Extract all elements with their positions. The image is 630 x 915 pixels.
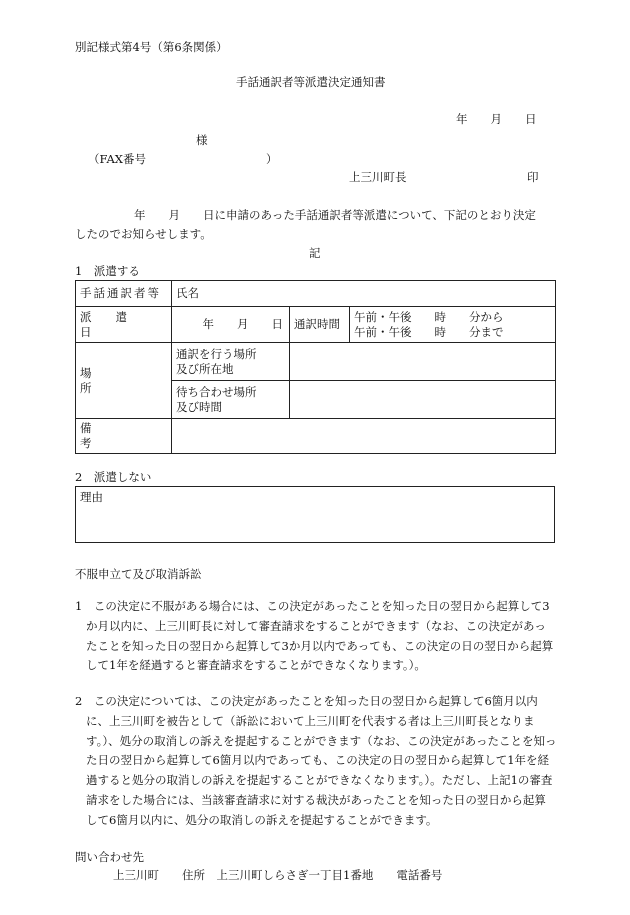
dispatch-table	[75, 280, 556, 454]
issuer: 上三川町長	[349, 170, 407, 184]
seal-mark: 印	[527, 170, 539, 184]
remarks-value	[172, 419, 556, 454]
fax-label: （FAX番号	[88, 152, 146, 166]
interpreter-label-cell	[76, 281, 172, 307]
intro-line-2: したのでお知らせします。	[75, 227, 212, 241]
table-row	[76, 307, 556, 343]
issue-date: 年 月 日	[456, 112, 537, 126]
form-id: 別記様式第4号（第6条関係）	[75, 40, 228, 54]
document-title: 手話通訳者等派遣決定通知書	[236, 75, 386, 89]
table-row	[76, 281, 556, 307]
name-cell	[172, 281, 556, 307]
interpreter-label: 手話通訳者等	[80, 286, 161, 301]
remarks-label: 備考	[80, 421, 152, 450]
table-row	[76, 343, 556, 381]
fax-close: ）	[266, 152, 278, 166]
place-label: 場所	[80, 365, 152, 395]
date-label: 派遣日	[80, 309, 151, 339]
place-sub1-line2: 及び所在地	[176, 361, 234, 376]
place-sub1-value	[290, 343, 556, 381]
place-sub2-line2: 及び時間	[176, 399, 222, 414]
ki-marker: 記	[309, 246, 321, 260]
reason-label: 理由	[80, 490, 103, 504]
date-value: 年 月 日	[202, 317, 283, 332]
contact-line: 上三川町 住所 上三川町しらさぎ一丁目1番地 電話番号	[113, 868, 443, 882]
date-value-cell	[172, 307, 290, 343]
place-sub2-line1: 待ち合わせ場所	[176, 384, 257, 399]
section-no-dispatch: 2 派遣しない	[75, 470, 152, 484]
time-label: 通訳時間	[294, 317, 340, 332]
reason-box	[75, 486, 555, 543]
appeal-paragraph-2: 2 この決定については、この決定があったことを知った日の翌日から起算して6箇月以内に、上三川町を被告として（訴訟において上三川町を代表する者は上三川町長となります。）、処分の取消しの訴えを提起することができます（なお、この決定があったことを知った日の翌日から起算して6箇月以内であっても、この決定の日の翌日から起算して1年を経過すると処分の取消しの訴えを提起することができなくなります。）。ただし、上記1の審査請求をした場合には、当該審査請求に対する裁決があったことを知った日の翌日から起算して6箇月以内に、処分の取消しの訴えを提起することができます。	[75, 694, 557, 827]
place-sub2-cell	[172, 381, 290, 419]
contact-heading: 問い合わせ先	[75, 850, 144, 864]
appeal-paragraph-1: 1 この決定に不服がある場合には、この決定があったことを知った日の翌日から起算して3か月以内に、上三川町長に対して審査請求をすることができます（なお、この決定があったことを知った日の翌日から起算して3か月以内であっても、この決定の日の翌日から起算して1年を経過すると審査請求をすることができなくなります。）。	[75, 599, 554, 673]
place-label-cell	[76, 343, 172, 419]
time-label-cell	[290, 307, 350, 343]
addressee-suffix: 様	[196, 133, 208, 147]
section-dispatch: 1 派遣する	[75, 264, 140, 278]
place-sub1-line1: 通訳を行う場所	[176, 346, 257, 361]
appeal-heading: 不服申立て及び取消訴訟	[75, 567, 202, 581]
name-label: 氏名	[176, 286, 199, 301]
time-to: 午前・午後 時 分まで	[354, 324, 504, 339]
time-from: 午前・午後 時 分から	[354, 309, 504, 324]
time-value-cell	[350, 307, 556, 343]
place-sub1-cell	[172, 343, 290, 381]
place-sub2-value	[290, 381, 556, 419]
table-row	[76, 419, 556, 454]
remarks-label-cell	[76, 419, 172, 454]
date-label-cell	[76, 307, 172, 343]
intro-line-1: 年 月 日に申請のあった手話通訳者等派遣について、下記のとおり決定	[134, 208, 536, 222]
